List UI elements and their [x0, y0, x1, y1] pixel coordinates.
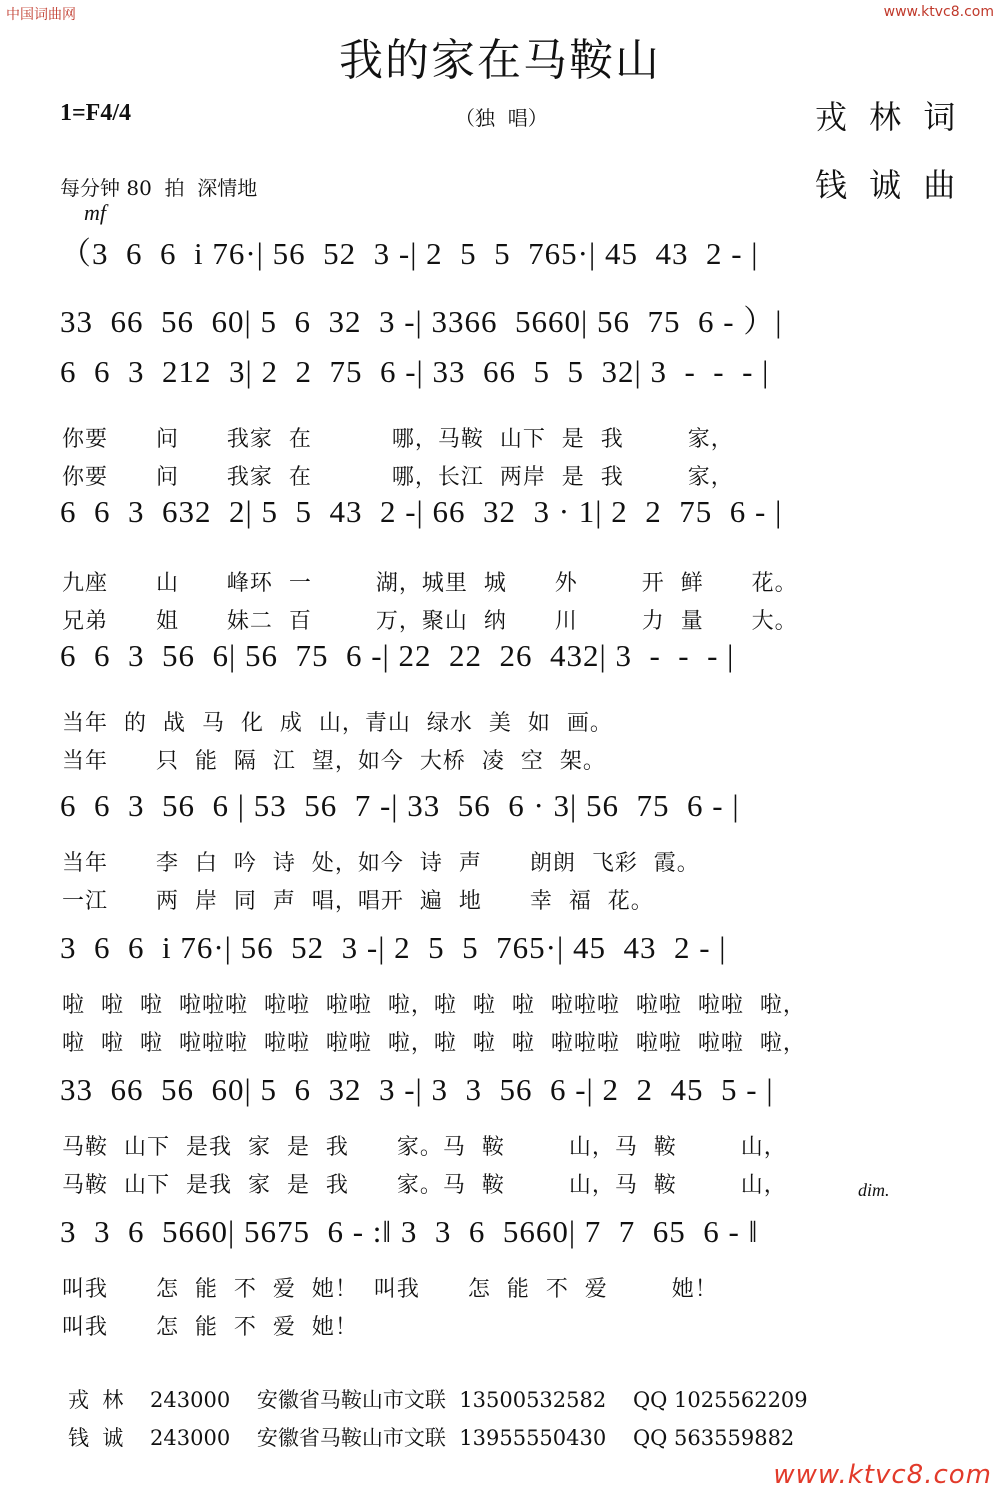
performance-mode: （独 唱） [455, 106, 548, 130]
score-line-9-lyric-verse-1: 叫我 怎 能 不 爱 她！ 叫我 怎 能 不 爱 她！ [62, 1277, 718, 1302]
score-line-4-lyric-verse-2: 兄弟 姐 妹二 百 万，聚山 纳 川 力 量 大。 [62, 609, 798, 634]
watermark-bottom-right: www.ktvc8.com [773, 1460, 992, 1490]
watermark-top-left: 中国词曲网 [6, 7, 76, 23]
score-line-6-lyric-verse-2: 一江 两 岸 同 声 唱，唱开 遍 地 幸 福 花。 [62, 889, 654, 914]
score-line-3-notes: 6 6 3 212 3| 2 2 75 6 -| 33 66 5 5 32| 3 - - - | [60, 354, 770, 389]
contact-lyricist: 戎 林 243000 安徽省马鞍山市文联 13500532582 QQ 1025562209 [68, 1388, 808, 1412]
score-line-9-lyric-verse-2: 叫我 怎 能 不 爱 她！ [62, 1315, 358, 1340]
watermark-top-right: www.ktvc8.com [883, 4, 994, 20]
dynamic-mf: mf [84, 200, 106, 225]
score-line-2-notes: 33 66 56 60| 5 6 32 3 -| 3366 5660| 56 75 6 - ）| [60, 304, 783, 339]
score-line-8-lyric-verse-2: 马鞍 山下 是我 家 是 我 家。马 鞍 山，马 鞍 山， [62, 1173, 787, 1198]
composer-credit: 钱 诚 曲 [815, 166, 962, 204]
score-line-7-notes: 3 6 6 i 76·| 56 52 3 -| 2 5 5 765·| 45 43 2 - | [60, 930, 727, 965]
score-line-6-lyric-verse-1: 当年 李 白 吟 诗 处，如今 诗 声 朗朗 飞彩 霞。 [62, 851, 700, 876]
score-line-8-lyric-verse-1: 马鞍 山下 是我 家 是 我 家。马 鞍 山，马 鞍 山， [62, 1135, 787, 1160]
tempo-marking: 每分钟 80 拍 深情地 [60, 176, 258, 200]
dynamic-dim: dim. [858, 1180, 890, 1200]
score-line-5-lyric-verse-2: 当年 只 能 隔 江 望，如今 大桥 凌 空 架。 [62, 749, 606, 774]
song-title: 我的家在马鞍山 [339, 35, 661, 86]
score-line-1-notes: （3 6 6 i 76·| 56 52 3 -| 2 5 5 765·| 45 43 2 - | [60, 236, 759, 271]
score-line-8-notes: 33 66 56 60| 5 6 32 3 -| 3 3 56 6 -| 2 2 45 5 - | [60, 1072, 774, 1107]
score-line-7-lyric-verse-1: 啦 啦 啦 啦啦啦 啦啦 啦啦 啦，啦 啦 啦 啦啦啦 啦啦 啦啦 啦， [62, 993, 806, 1018]
score-line-7-lyric-verse-2: 啦 啦 啦 啦啦啦 啦啦 啦啦 啦，啦 啦 啦 啦啦啦 啦啦 啦啦 啦， [62, 1031, 806, 1056]
score-line-3-lyric-verse-1: 你要 问 我家 在 哪，马鞍 山下 是 我 家， [62, 427, 734, 452]
key-time-signature: 1=F4/4 [60, 100, 132, 126]
score-line-4-notes: 6 6 3 632 2| 5 5 43 2 -| 66 32 3 · 1| 2 2 75 6 - | [60, 494, 783, 529]
score-line-9-notes: 3 3 6 5660| 5675 6 - :‖ 3 3 6 5660| 7 7 65 6 - ‖ [60, 1214, 759, 1249]
score-line-3-lyric-verse-2: 你要 问 我家 在 哪，长江 两岸 是 我 家， [62, 465, 734, 490]
score-line-4-lyric-verse-1: 九座 山 峰环 一 湖，城里 城 外 开 鲜 花。 [62, 571, 798, 596]
score-line-5-notes: 6 6 3 56 6| 56 75 6 -| 22 22 26 432| 3 - - - | [60, 638, 735, 673]
lyricist-credit: 戎 林 词 [815, 98, 962, 136]
contact-composer: 钱 诚 243000 安徽省马鞍山市文联 13955550430 QQ 563559882 [68, 1426, 795, 1450]
score-line-6-notes: 6 6 3 56 6 | 53 56 7 -| 33 56 6 · 3| 56 75 6 - | [60, 788, 740, 823]
score-line-5-lyric-verse-1: 当年 的 战 马 化 成 山，青山 绿水 美 如 画。 [62, 711, 613, 736]
